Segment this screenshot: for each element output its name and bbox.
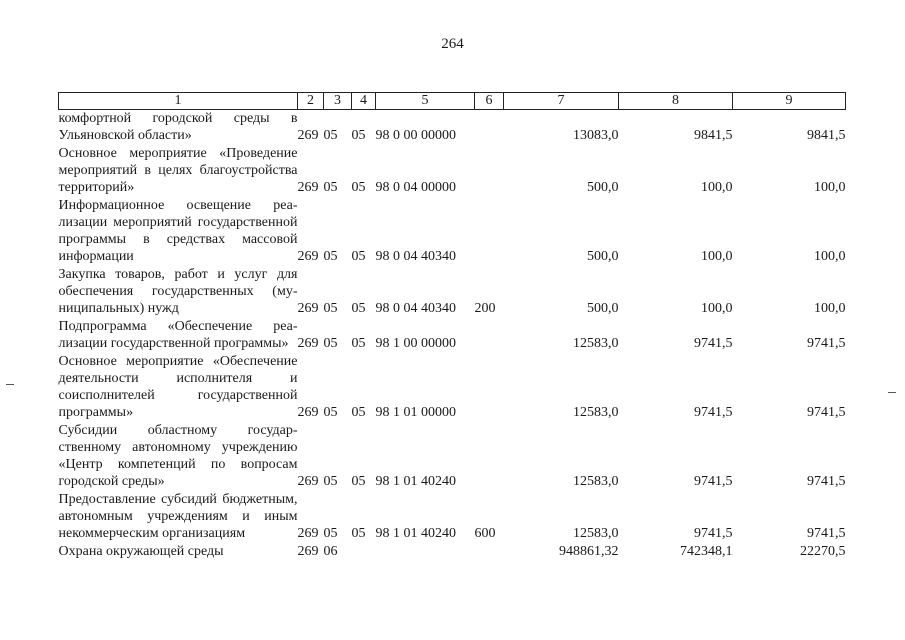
row-col-4: 05 xyxy=(351,180,366,195)
row-col-8: 100,0 xyxy=(701,249,733,264)
table-row xyxy=(59,543,846,561)
row-col-9: 9741,5 xyxy=(807,405,846,420)
row-col-4: 05 xyxy=(351,336,366,351)
row-col-5: 98 0 04 40340 xyxy=(375,249,456,264)
row-col-6 xyxy=(475,318,504,353)
row-col-4: 05 xyxy=(351,526,366,541)
row-col-6 xyxy=(475,145,504,197)
row-name: Подпрограмма «Обеспечение реализации государственной программы» xyxy=(58,319,298,351)
row-col-3: 05 xyxy=(323,180,338,195)
table-row xyxy=(59,491,846,543)
row-col-7: 12583,0 xyxy=(573,526,619,541)
row-col-3: 05 xyxy=(323,526,338,541)
row-col-5 xyxy=(376,543,475,561)
row-col-4: 05 xyxy=(351,301,366,316)
row-name: Охрана окружающей среды xyxy=(58,544,224,559)
header-col-4: 4 xyxy=(352,93,376,110)
row-col-7: 12583,0 xyxy=(573,336,619,351)
row-col-8: 9741,5 xyxy=(694,526,733,541)
row-name: Основное мероприятие «Проведение мероприятий в целях благоустройства территорий» xyxy=(58,146,298,195)
header-col-8: 8 xyxy=(619,93,733,110)
row-col-2: 269 xyxy=(297,544,319,559)
header-col-6: 6 xyxy=(475,93,504,110)
row-name: комфортной городской среды в Ульяновской области» xyxy=(58,111,298,143)
header-col-2: 2 xyxy=(298,93,324,110)
scan-mark-left xyxy=(6,384,14,385)
row-col-9: 9741,5 xyxy=(807,474,846,489)
row-col-6 xyxy=(475,422,504,491)
row-col-4: 05 xyxy=(351,128,366,143)
row-col-3: 05 xyxy=(323,336,338,351)
row-col-3: 05 xyxy=(323,474,338,489)
row-name: Субсидии областному государственному автономному учреждению «Центр компетенций по вопросам городской среды» xyxy=(58,423,298,489)
row-col-3: 05 xyxy=(323,301,338,316)
row-name: Информационное освещение реализации мероприятий государственной программы в средствах массовой информации xyxy=(58,198,298,264)
row-col-4 xyxy=(352,543,376,561)
row-col-2: 269 xyxy=(297,405,319,420)
table-row xyxy=(59,353,846,422)
row-col-9: 9741,5 xyxy=(807,336,846,351)
row-col-3: 06 xyxy=(323,544,338,559)
row-col-7: 12583,0 xyxy=(573,474,619,489)
row-col-8: 100,0 xyxy=(701,301,733,316)
header-col-3: 3 xyxy=(324,93,352,110)
row-col-9: 9841,5 xyxy=(807,128,846,143)
table-row xyxy=(59,318,846,353)
table-row xyxy=(59,266,846,318)
row-col-5: 98 0 00 00000 xyxy=(375,128,456,143)
row-col-6 xyxy=(475,197,504,266)
row-col-2: 269 xyxy=(297,128,319,143)
row-col-9: 100,0 xyxy=(814,180,846,195)
table-row xyxy=(59,110,846,146)
row-col-9: 9741,5 xyxy=(807,526,846,541)
row-col-7: 13083,0 xyxy=(573,128,619,143)
row-col-6 xyxy=(475,543,504,561)
row-col-2: 269 xyxy=(297,474,319,489)
row-col-5: 98 1 00 00000 xyxy=(375,336,456,351)
row-col-6 xyxy=(475,110,504,146)
row-col-2: 269 xyxy=(297,180,319,195)
row-col-2: 269 xyxy=(297,336,319,351)
row-col-5: 98 0 04 40340 xyxy=(375,301,456,316)
row-col-5: 98 0 04 00000 xyxy=(375,180,456,195)
row-col-6 xyxy=(475,353,504,422)
header-col-7: 7 xyxy=(504,93,619,110)
row-col-4: 05 xyxy=(351,474,366,489)
table-row xyxy=(59,422,846,491)
row-col-6: 200 xyxy=(474,301,496,316)
row-col-6: 600 xyxy=(474,526,496,541)
row-col-8: 9741,5 xyxy=(694,405,733,420)
row-col-5: 98 1 01 40240 xyxy=(375,474,456,489)
row-col-7: 500,0 xyxy=(587,180,619,195)
header-col-9: 9 xyxy=(733,93,846,110)
row-col-8: 9741,5 xyxy=(694,336,733,351)
row-name: Основное мероприятие «Обеспечение деятельности исполнителя и соисполнителей государственной программы» xyxy=(58,354,298,420)
row-col-9: 100,0 xyxy=(814,249,846,264)
header-col-1: 1 xyxy=(59,93,298,110)
row-col-8: 9741,5 xyxy=(694,474,733,489)
row-col-9: 100,0 xyxy=(814,301,846,316)
row-col-3: 05 xyxy=(323,249,338,264)
row-name: Закупка товаров, работ и услуг для обеспечения государственных (муниципальных) нужд xyxy=(58,267,298,316)
header-col-5: 5 xyxy=(376,93,475,110)
row-col-7: 12583,0 xyxy=(573,405,619,420)
budget-table xyxy=(58,92,846,561)
row-col-5: 98 1 01 40240 xyxy=(375,526,456,541)
row-name: Предоставление субсидий бюджетным, автономным учреждениям и иным некоммерческим организациям xyxy=(58,492,298,541)
page-number: 264 xyxy=(441,36,464,52)
row-col-7: 500,0 xyxy=(587,249,619,264)
row-col-2: 269 xyxy=(297,301,319,316)
row-col-8: 9841,5 xyxy=(694,128,733,143)
row-col-9: 22270,5 xyxy=(800,544,846,559)
row-col-2: 269 xyxy=(297,526,319,541)
row-col-3: 05 xyxy=(323,405,338,420)
scan-mark-right xyxy=(888,392,896,393)
row-col-4: 05 xyxy=(351,249,366,264)
table-row xyxy=(59,197,846,266)
row-col-8: 100,0 xyxy=(701,180,733,195)
table-row xyxy=(59,145,846,197)
row-col-8: 742348,1 xyxy=(680,544,733,559)
row-col-7: 948861,32 xyxy=(559,544,619,559)
row-col-7: 500,0 xyxy=(587,301,619,316)
row-col-5: 98 1 01 00000 xyxy=(375,405,456,420)
row-col-2: 269 xyxy=(297,249,319,264)
header-row xyxy=(59,93,846,110)
row-col-3: 05 xyxy=(323,128,338,143)
row-col-4: 05 xyxy=(351,405,366,420)
